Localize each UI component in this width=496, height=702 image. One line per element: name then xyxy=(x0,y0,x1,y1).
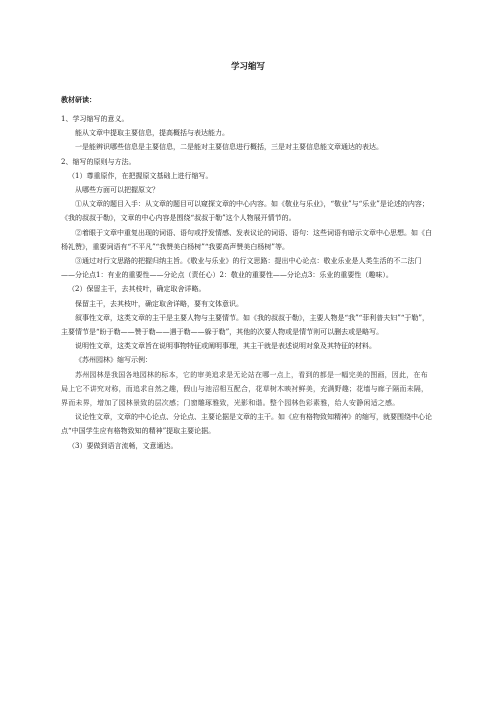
paragraph: 叙事性文章，这类文章的主干是主要人物与主要情节。如《我的叔叔于勒》，主要人物是“我”“菲利普夫妇”“于勒”，主要情节是“盼于勒——赞于勒——遇于勒——躲于勒”，其他的次要人物或是情节则可以删去或是略写。 xyxy=(61,313,429,337)
paragraph: 能从文章中提取主要信息，提高概括与表达能力。 xyxy=(75,129,229,138)
paragraph: （1）尊重原作，在把握原文基础上进行缩写。 xyxy=(68,171,213,180)
paragraph: 2、缩写的原则与方法。 xyxy=(61,157,136,166)
paragraph: ③通过对行文思路的把握归纳主旨。《敬业与乐业》的行文思路：提出中心论点：敬业乐业是人类生活的不二法门——分论点1：有业的重要性——分论点（责任心）2：敬业的重要性——分论点3：乐业的重要性（趣味）。 xyxy=(61,257,422,280)
paragraph: 一是能辨识哪些信息是主要信息，二是能对主要信息进行概括，三是对主要信息能文章通达的表达。 xyxy=(75,143,383,152)
paragraph: ①从文章的题目入手：从文章的题目可以窥探文章的中心内容。如《敬业与乐业》，“敬业”与“乐业”是论述的内容；《我的叔叔于勒》，文章的中心内容是围绕“叔叔于勒”这个人物展开情节的。 xyxy=(61,200,429,223)
paragraph: ②着眼于文章中重复出现的词语、语句或抒发情感、发表议论的词语、语句：这些词语有暗示文章中心思想。如《白杨礼赞》，重要词语有“不平凡”“我赞美白杨树”“我要高声赞美白杨树”等。 xyxy=(61,228,432,251)
paragraph: 说明性文章，这类文章旨在说明事物特征或阐明事理，其主干就是表述说明对象及其特征的材料。 xyxy=(75,342,376,351)
paragraph: 保留主干，去其枝叶，确定取舍详略，要有文体意识。 xyxy=(75,299,243,308)
paragraph: 从哪些方面可以把握原文？ xyxy=(75,186,159,195)
paragraph: 《苏州园林》缩写示例： xyxy=(75,356,152,365)
paragraph: （2）保留主干，去其枝叶，确定取舍详略。 xyxy=(68,285,206,294)
document-title: 学习缩写 xyxy=(230,62,265,72)
document-body xyxy=(61,112,434,453)
paragraph: 1、学习缩写的意义。 xyxy=(61,115,129,123)
paragraph: 议论性文章，文章的中心论点、分论点、主要论据是文章的主干。如《应有格物致知精神》的缩写，就要围绕中心论点“中国学生应有格物致知的精神”提取主要论据。 xyxy=(61,413,432,436)
section-heading: 教材研读： xyxy=(61,95,96,104)
paragraph: （3）要做到语言流畅，文意通达。 xyxy=(68,441,178,450)
paragraph: 苏州园林是我国各地园林的标本，它的审美追求是无论站在哪一点上，看到的都是一幅完美的图画，因此，在布局上它不讲究对称，而追求自然之趣，假山与池沼相互配合，花草树木映衬鲜美，充满野趣；花墙与廊子隔而未隔，界而未界，增加了园林景致的层次感；门窗雕琢雅致，光影和谐。整个园林色彩素雅，给人安静闲适之感。 xyxy=(61,370,429,408)
